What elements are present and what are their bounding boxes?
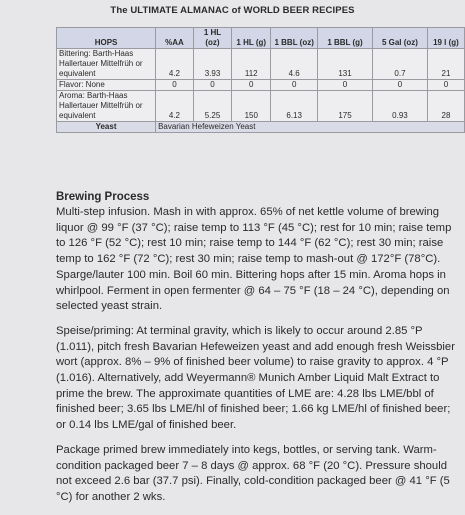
table-cell: 21: [427, 49, 464, 80]
column-header: 5 Gal (oz): [373, 28, 428, 49]
table-cell: 0: [156, 80, 194, 91]
column-header: 19 l (g): [427, 28, 464, 49]
column-header: HOPS: [57, 28, 156, 49]
column-header: 1 BBL (g): [318, 28, 373, 49]
brewing-process-section: [56, 190, 461, 515]
table-cell: 150: [232, 91, 271, 122]
table-cell: 28: [427, 91, 464, 122]
table-cell: 0: [427, 80, 464, 91]
section-heading: Brewing Process: [56, 191, 150, 203]
table-cell: 112: [232, 49, 271, 80]
table-cell: 131: [318, 49, 373, 80]
table-cell: 5.25: [193, 91, 231, 122]
page-header: The ULTIMATE ALMANAC of WORLD BEER RECIPES: [110, 5, 355, 16]
hops-table: [56, 27, 465, 133]
table-cell: 3.93: [193, 49, 231, 80]
paragraph-packaging: Package primed brew immediately into kegs, bottles, or serving tank. Warm-condition packaged beer 7 – 8 days @ approx. 68 °F (20 °C). Pressure should not exceed 2.6 bar (37.7 psi). Finally, cold-condition packaged beer @ 41 °F (5 °C) for another 2 wks.: [56, 443, 450, 503]
table-cell: 175: [318, 91, 373, 122]
table-row: [57, 80, 465, 91]
table-cell: 0: [373, 80, 428, 91]
column-header: 1 BBL (oz): [271, 28, 318, 49]
table-cell: 0: [232, 80, 271, 91]
table-cell: 0.7: [373, 49, 428, 80]
yeast-row: [57, 122, 465, 133]
yeast-value: Bavarian Hefeweizen Yeast: [156, 122, 465, 133]
table-cell: 4.2: [156, 91, 194, 122]
hop-label: Flavor: None: [57, 80, 156, 91]
table-cell: 0: [318, 80, 373, 91]
table-cell: 6.13: [271, 91, 318, 122]
table-row: [57, 49, 465, 80]
table-cell: 0.93: [373, 91, 428, 122]
column-header: %AA: [156, 28, 194, 49]
column-header: 1 HL (oz): [193, 28, 231, 49]
table-row: [57, 91, 465, 122]
table-cell: 4.2: [156, 49, 194, 80]
table-cell: 0: [193, 80, 231, 91]
table-cell: 0: [271, 80, 318, 91]
table-header-row: [57, 28, 465, 49]
column-header: 1 HL (g): [232, 28, 271, 49]
paragraph-mash: Multi-step infusion. Mash in with approx. 65% of net kettle volume of brewing liquor @ 99 °F (37 °C); raise temp to 113 °F (45 °C); rest for 10 min; raise temp to 126 °F (52 °C); rest 10 min; raise temp to 144 °F (62 °C); rest 30 min; raise temp to 162 °F (72 °C); rest 30 min; raise temp to mash-out @ 172°F (78°C). Sparge/lauter 100 min. Boil 60 min. Bittering hops after 15 min. Aroma hops in whirlpool. Ferment in open fermenter @ 64 – 75 °F (18 – 24 °C), depending on selected yeast strain.: [56, 206, 452, 313]
hop-label: Aroma: Barth-Haas Hallertauer Mittelfrüh or equivalent: [57, 91, 156, 122]
table-cell: 4.6: [271, 49, 318, 80]
yeast-label: Yeast: [57, 122, 156, 133]
hop-label: Bittering: Barth-Haas Hallertauer Mittelfrüh or equivalent: [57, 49, 156, 80]
paragraph-priming: Speise/priming: At terminal gravity, which is likely to occur around 2.85 °P (1.011), pitch fresh Bavarian Hefeweizen yeast and add enough fresh Weissbier wort (approx. 8% – 9% of finished beer volume) to raise gravity to approx. 4 °P (1.016). Alternatively, add Weyermann® Munich Amber Liquid Malt Extract to prime the brew. The approximate quantities of LME are: 4.28 lbs LME/bbl of finished beer; 3.65 lbs LME/hl of finished beer; 1.66 kg LME/hl of finished beer; or 0.14 lbs LME/gal of finished beer.: [56, 324, 455, 432]
